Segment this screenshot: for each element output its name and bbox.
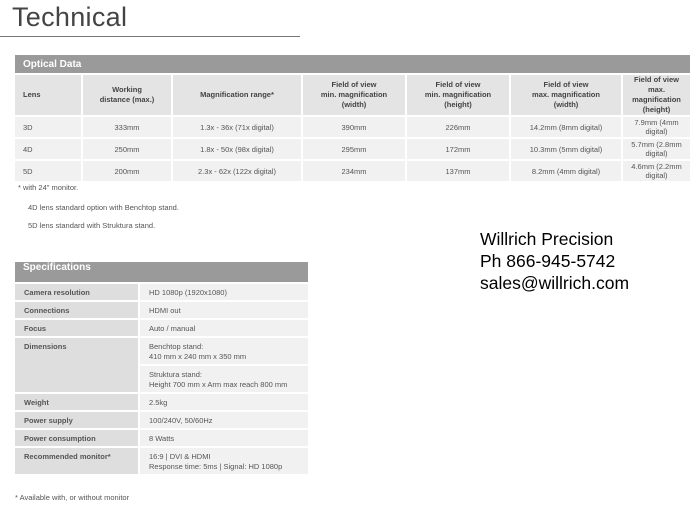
table-row bbox=[15, 161, 690, 183]
column-header-lens: Lens bbox=[15, 75, 83, 117]
table-cell: 1.3x - 36x (71x digital) bbox=[173, 117, 303, 139]
column-header-fov-max-width: Field of view max. magnification (width) bbox=[511, 75, 623, 117]
spec-value: Auto / manual bbox=[140, 320, 308, 338]
spec-row-power-consumption bbox=[15, 430, 308, 448]
column-header-fov-min-height: Field of view min. magnification (height) bbox=[407, 75, 511, 117]
spec-row-weight bbox=[15, 394, 308, 412]
specifications-header: Specifications bbox=[15, 262, 308, 284]
table-cell: 5D bbox=[15, 161, 83, 183]
table-cell: 137mm bbox=[407, 161, 511, 183]
spec-value-benchtop: Benchtop stand: 410 mm x 240 mm x 350 mm bbox=[140, 338, 308, 366]
spec-value-struktura: Struktura stand: Height 700 mm x Arm max reach 800 mm bbox=[140, 366, 308, 394]
table-cell: 234mm bbox=[303, 161, 407, 183]
column-header-fov-max-height: Field of view max. magnification (height) bbox=[623, 75, 690, 117]
lens-4d-note: 4D lens standard option with Benchtop stand. bbox=[28, 203, 179, 212]
table-cell: 14.2mm (8mm digital) bbox=[511, 117, 623, 139]
lens-5d-note: 5D lens standard with Struktura stand. bbox=[28, 221, 156, 230]
table-cell: 4D bbox=[15, 139, 83, 161]
title-divider bbox=[0, 36, 300, 37]
table-cell: 8.2mm (4mm digital) bbox=[511, 161, 623, 183]
table-row bbox=[15, 139, 690, 161]
column-header-fov-min-width: Field of view min. magnification (width) bbox=[303, 75, 407, 117]
table-cell: 226mm bbox=[407, 117, 511, 139]
spec-row-focus bbox=[15, 320, 308, 338]
spec-label: Recommended monitor* bbox=[15, 448, 140, 476]
spec-value: 100/240V, 50/60Hz bbox=[140, 412, 308, 430]
table-cell: 2.3x - 62x (122x digital) bbox=[173, 161, 303, 183]
table-cell: 7.9mm (4mm digital) bbox=[623, 117, 690, 139]
spec-label: Power consumption bbox=[15, 430, 140, 448]
specs-footnote: * Available with, or without monitor bbox=[15, 493, 130, 502]
table-cell: 4.6mm (2.2mm digital) bbox=[623, 161, 690, 183]
spec-row-dimensions bbox=[15, 338, 308, 366]
spec-row-recommended-monitor bbox=[15, 448, 308, 476]
table-cell: 10.3mm (5mm digital) bbox=[511, 139, 623, 161]
table-cell: 250mm bbox=[83, 139, 173, 161]
spec-value: 2.5kg bbox=[140, 394, 308, 412]
table-cell: 3D bbox=[15, 117, 83, 139]
column-header-magnification-range: Magnification range* bbox=[173, 75, 303, 117]
spec-row-connections bbox=[15, 302, 308, 320]
optical-data-table bbox=[15, 55, 690, 183]
spec-row-power-supply bbox=[15, 412, 308, 430]
table-row bbox=[15, 117, 690, 139]
company-name: Willrich Precision bbox=[480, 229, 614, 249]
table-cell: 295mm bbox=[303, 139, 407, 161]
spec-label: Power supply bbox=[15, 412, 140, 430]
spec-value: 8 Watts bbox=[140, 430, 308, 448]
spec-value: HD 1080p (1920x1080) bbox=[140, 284, 308, 302]
spec-row-camera-resolution bbox=[15, 284, 308, 302]
table-cell: 172mm bbox=[407, 139, 511, 161]
page-title: Technical bbox=[12, 2, 128, 32]
spec-value: HDMI out bbox=[140, 302, 308, 320]
optical-data-header: Optical Data bbox=[15, 55, 690, 75]
contact-block bbox=[480, 228, 629, 294]
column-header-working-distance: Working distance (max.) bbox=[83, 75, 173, 117]
table-cell: 390mm bbox=[303, 117, 407, 139]
email-address: sales@willrich.com bbox=[480, 273, 630, 293]
table-cell: 333mm bbox=[83, 117, 173, 139]
spec-value: 16:9 | DVI & HDMI Response time: 5ms | Signal: HD 1080p bbox=[140, 448, 308, 476]
monitor-note: * with 24" monitor. bbox=[18, 183, 79, 192]
spec-label: Connections bbox=[15, 302, 140, 320]
table-cell: 5.7mm (2.8mm digital) bbox=[623, 139, 690, 161]
spec-label: Focus bbox=[15, 320, 140, 338]
specifications-table bbox=[15, 262, 308, 476]
spec-label: Weight bbox=[15, 394, 140, 412]
table-cell: 200mm bbox=[83, 161, 173, 183]
phone-number: Ph 866-945-5742 bbox=[480, 251, 616, 271]
spec-label: Dimensions bbox=[15, 338, 140, 394]
table-cell: 1.8x - 50x (98x digital) bbox=[173, 139, 303, 161]
spec-label: Camera resolution bbox=[15, 284, 140, 302]
